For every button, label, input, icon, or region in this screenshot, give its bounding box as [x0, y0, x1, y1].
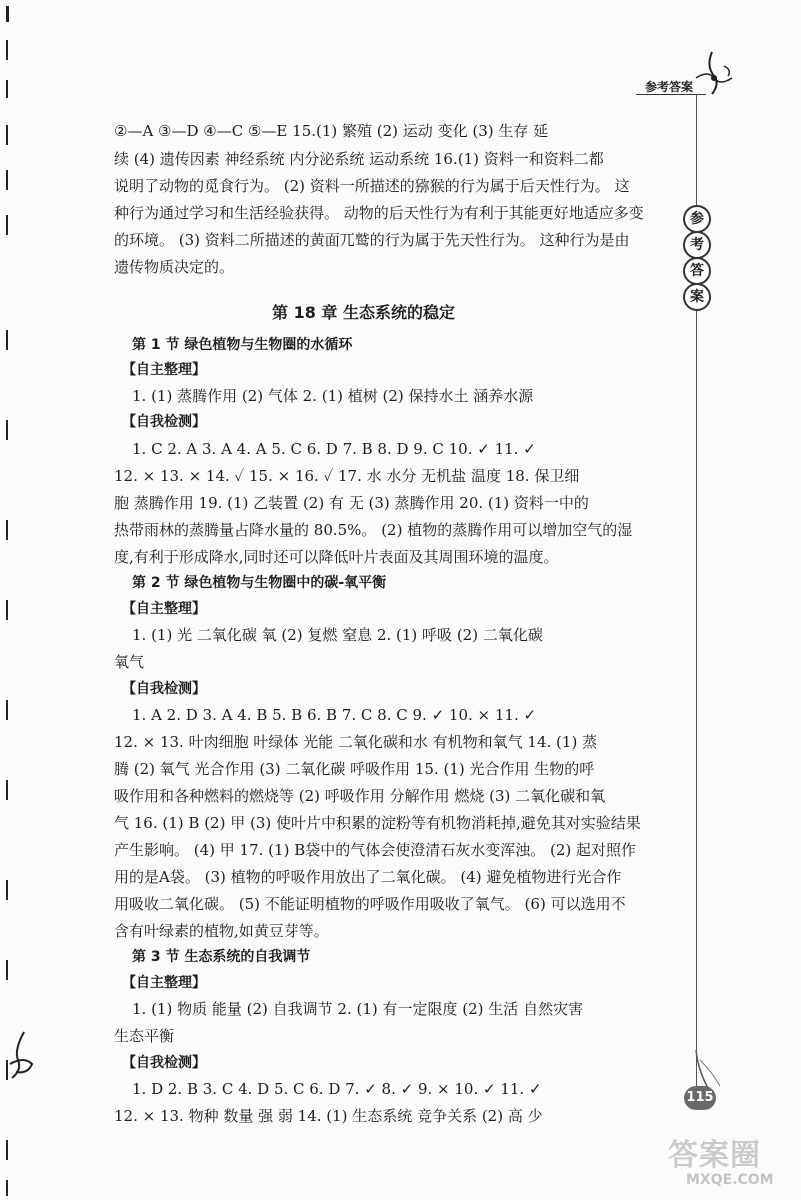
- binding-mark: [6, 700, 8, 720]
- header-label: 参考答案: [645, 80, 694, 94]
- watermark-url: MXQE.COM: [686, 1172, 774, 1188]
- binding-mark: [6, 520, 8, 540]
- text-line: 12. × 13. 物种 数量 强 弱 14. (1) 生态系统 竞争关系 (2) 高 少: [114, 1107, 543, 1125]
- text-line: 12. × 13. × 14. ✓ 15. × 16. ✓ 17. 水 水分 无机盐 温度 18. 保卫细: [114, 467, 580, 485]
- label-self-check: 【自我检测】: [122, 681, 206, 697]
- text-line: 用吸收二氧化碳。 (5) 不能证明植物的呼吸作用吸收了氧气。 (6) 可以选用不: [114, 895, 626, 913]
- chapter-title: 第 18 章 生态系统的稳定: [272, 303, 455, 322]
- label-self-study: 【自主整理】: [122, 975, 206, 991]
- text-line: 生态平衡: [114, 1027, 175, 1045]
- binding-mark: [6, 420, 8, 440]
- text-line: 1. A 2. D 3. A 4. B 5. B 6. B 7. C 8. C 9. ✓ 10. × 11. ✓: [132, 706, 537, 724]
- binding-mark: [6, 780, 8, 800]
- text-line: 氧气: [114, 653, 145, 671]
- text-line: 气 16. (1) B (2) 甲 (3) 使叶片中积累的淀粉等有机物消耗掉,避免其对实验结果: [114, 814, 641, 832]
- page-number-ornament-icon: [668, 1050, 728, 1090]
- text-line: 12. × 13. 叶肉细胞 叶绿体 光能 二氧化碳和水 有机物和氧气 14. (1) 蒸: [114, 733, 598, 751]
- text-line: 度,有利于形成降水,同时还可以降低叶片表面及其周围环境的温度。: [114, 548, 559, 566]
- text-line: 说明了动物的觅食行为。 (2) 资料一所描述的猕猴的行为属于后天性行为。 这: [114, 177, 630, 195]
- text-line: 含有叶绿素的植物,如黄豆芽等。: [114, 922, 329, 940]
- side-tab-char: 答: [683, 257, 711, 285]
- binding-mark: [6, 215, 8, 235]
- text-line: 1. (1) 蒸腾作用 (2) 气体 2. (1) 植树 (2) 保持水土 涵养水源: [132, 387, 534, 405]
- text-line: 用的是A袋。 (3) 植物的呼吸作用放出了二氧化碳。 (4) 避免植物进行光合作: [114, 868, 622, 886]
- label-self-check: 【自我检测】: [122, 1055, 206, 1071]
- text-line: 胞 蒸腾作用 19. (1) 乙装置 (2) 有 无 (3) 蒸腾作用 20. (1) 资料一中的: [114, 494, 589, 512]
- binding-mark: [6, 880, 8, 900]
- binding-mark: [6, 40, 8, 60]
- binding-mark: [6, 600, 8, 620]
- page-number: 115: [684, 1086, 716, 1110]
- section-heading: 第 3 节 生态系统的自我调节: [132, 949, 311, 965]
- binding-mark: [6, 80, 8, 98]
- binding-mark: [6, 1140, 8, 1160]
- label-self-check: 【自我检测】: [122, 414, 206, 430]
- label-self-study: 【自主整理】: [122, 601, 206, 617]
- text-line: 种行为通过学习和生活经验获得。 动物的后天性行为有利于其能更好地适应多变: [114, 204, 644, 222]
- text-line: 1. (1) 物质 能量 (2) 自我调节 2. (1) 有一定限度 (2) 生活 自然灾害: [132, 1000, 584, 1018]
- side-tab-char: 案: [683, 283, 711, 311]
- text-line: 1. (1) 光 二氧化碳 氧 (2) 复燃 窒息 2. (1) 呼吸 (2) 二氧化碳: [132, 626, 543, 644]
- side-tab-char: 考: [683, 231, 711, 259]
- binding-mark: [6, 6, 9, 22]
- binding-mark: [6, 170, 8, 190]
- text-line: 产生影响。 (4) 甲 17. (1) B袋中的气体会使澄清石灰水变浑浊。 (2) 起对照作: [114, 841, 636, 859]
- text-line: 1. D 2. B 3. C 4. D 5. C 6. D 7. ✓ 8. ✓ 9. × 10. ✓ 11. ✓: [132, 1080, 542, 1098]
- text-line: 的环境。 (3) 资料二所描述的黄面兀鹫的行为属于先天性行为。 这种行为是由: [114, 231, 630, 249]
- label-self-study: 【自主整理】: [122, 362, 206, 378]
- section-heading: 第 1 节 绿色植物与生物圈的水循环: [132, 337, 353, 353]
- text-line: 吸作用和各种燃料的燃烧等 (2) 呼吸作用 分解作用 燃烧 (3) 二氧化碳和氧: [114, 787, 606, 805]
- text-line: 续 (4) 遗传因素 神经系统 内分泌系统 运动系统 16.(1) 资料一和资料二都: [114, 150, 604, 168]
- binding-mark: [6, 960, 8, 980]
- watermark-logo: 答案圈: [668, 1138, 761, 1173]
- text-line: 遗传物质决定的。: [114, 258, 235, 276]
- binding-mark: [6, 1180, 8, 1196]
- text-line: 热带雨林的蒸腾量占降水量的 80.5%。 (2) 植物的蒸腾作用可以增加空气的湿: [114, 521, 633, 539]
- pen-mark: [4, 1030, 38, 1080]
- text-line: 腾 (2) 氧气 光合作用 (3) 二氧化碳 呼吸作用 15. (1) 光合作用 生物的呼: [114, 760, 595, 778]
- text-line: 1. C 2. A 3. A 4. A 5. C 6. D 7. B 8. D 9. C 10. ✓ 11. ✓: [132, 440, 536, 458]
- binding-mark: [6, 330, 8, 350]
- text-line: ②—A ③—D ④—C ⑤—E 15.(1) 繁殖 (2) 运动 变化 (3) 生存 延: [114, 122, 549, 140]
- side-tab-char: 参: [683, 205, 711, 233]
- binding-mark: [6, 125, 8, 145]
- section-heading: 第 2 节 绿色植物与生物圈中的碳-氧平衡: [132, 575, 387, 591]
